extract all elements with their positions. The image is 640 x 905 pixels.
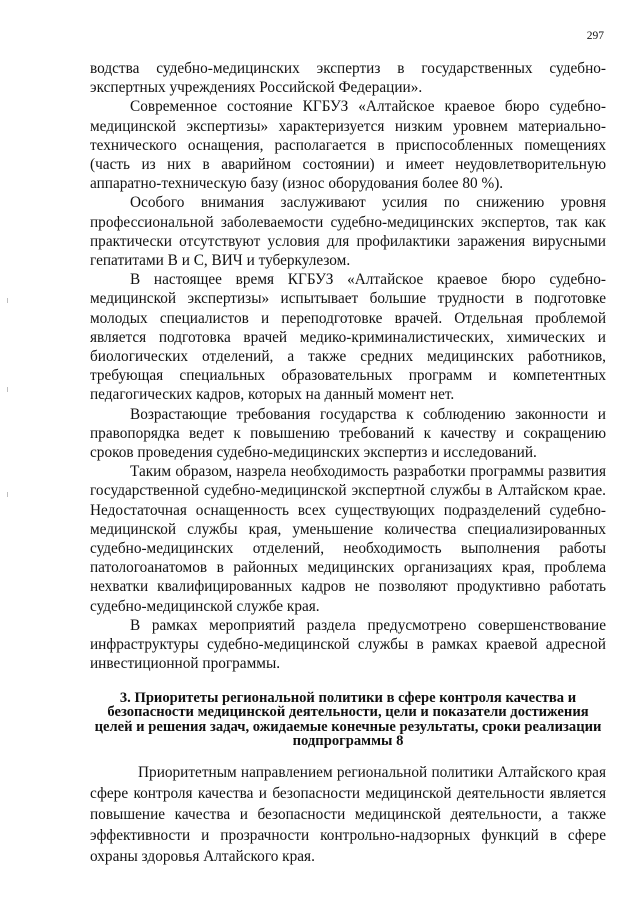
paragraph-equipment-state: Современное состояние КГБУЗ «Алтайское краевое бюро судебно-медицинской экспертизы» характеризуется низким уровнем материально-технического оснащения, располагается в приспособленных помещениях (часть из них в аварийном состоянии) и имеет неудовлетворительную аппаратно-техническую базу (износ оборудования более 80 %). xyxy=(90,98,606,193)
page-number: 297 xyxy=(586,30,604,42)
paragraph-development-need: Таким образом, назрела необходимость разработки программы развития государственной судебно-медицинской экспертной службы в Алтайском крае. Недостаточная оснащенность всех существующих подразделений судебно-медицинской службы края, уменьшение количества специализированных судебно-медицинских отделений, необходимость выполнения работы патологоанатомов в районных медицинских организациях края, проблема нехватки квалифицированных кадров не позволяют продуктивно работать судебно-медицинской службе края. xyxy=(90,463,606,615)
paragraph-state-requirements: Возрастающие требования государства к соблюдению законности и правопорядка ведет к повышению требований к качеству и сокращению сроков проведения судебно-медицинских экспертиз и исследований. xyxy=(90,405,606,462)
scan-margin-mark xyxy=(7,298,8,303)
paragraph-infrastructure: В рамках мероприятий раздела предусмотрено совершенствование инфраструктуры судебно-медицинской службы в рамках краевой адресной инвестиционной программы. xyxy=(90,616,606,673)
paragraph-staff-training: В настоящее время КГБУЗ «Алтайское краевое бюро судебно-медицинской экспертизы» испытывает большие трудности в подготовке молодых специалистов и переподготовке врачей. Отдельная проблемой является подготовка врачей медико-криминалистических, химических и биологических отделений, а также средних медицинских работников, требующая специальных образовательных программ и компетентных педагогических кадров, которых на данный момент нет. xyxy=(90,271,606,404)
paragraph-regional-policy-priority: Приоритетным направлением региональной политики Алтайского края сфере контроля качества и безопасности медицинской деятельности является повышение качества и безопасности медицинской деятельности, а также эффективности и прозрачности контрольно-надзорных функций в сфере охраны здоровья Алтайского края. xyxy=(90,763,606,865)
section-heading: 3. Приоритеты региональной политики в сфере контроля качества и безопасности медицинской деятельности, цели и показатели достижения целей и решения задач, ожидаемые конечные результаты, сроки реализации подпрограммы 8 xyxy=(94,689,602,750)
scan-margin-mark xyxy=(7,492,8,497)
scan-margin-mark xyxy=(7,387,8,392)
document-body xyxy=(90,59,606,867)
paragraph-occupational-disease: Особого внимания заслуживают усилия по снижению уровня профессиональной заболеваемости судебно-медицинских экспертов, так как практически отсутствуют условия для профилактики заражения вирусными гепатитами В и С, ВИЧ и туберкулезом. xyxy=(90,194,606,270)
paragraph-continuation: водства судебно-медицинских экспертиз в государственных судебно-экспертных учреждениях Российской Федерации». xyxy=(90,60,606,97)
